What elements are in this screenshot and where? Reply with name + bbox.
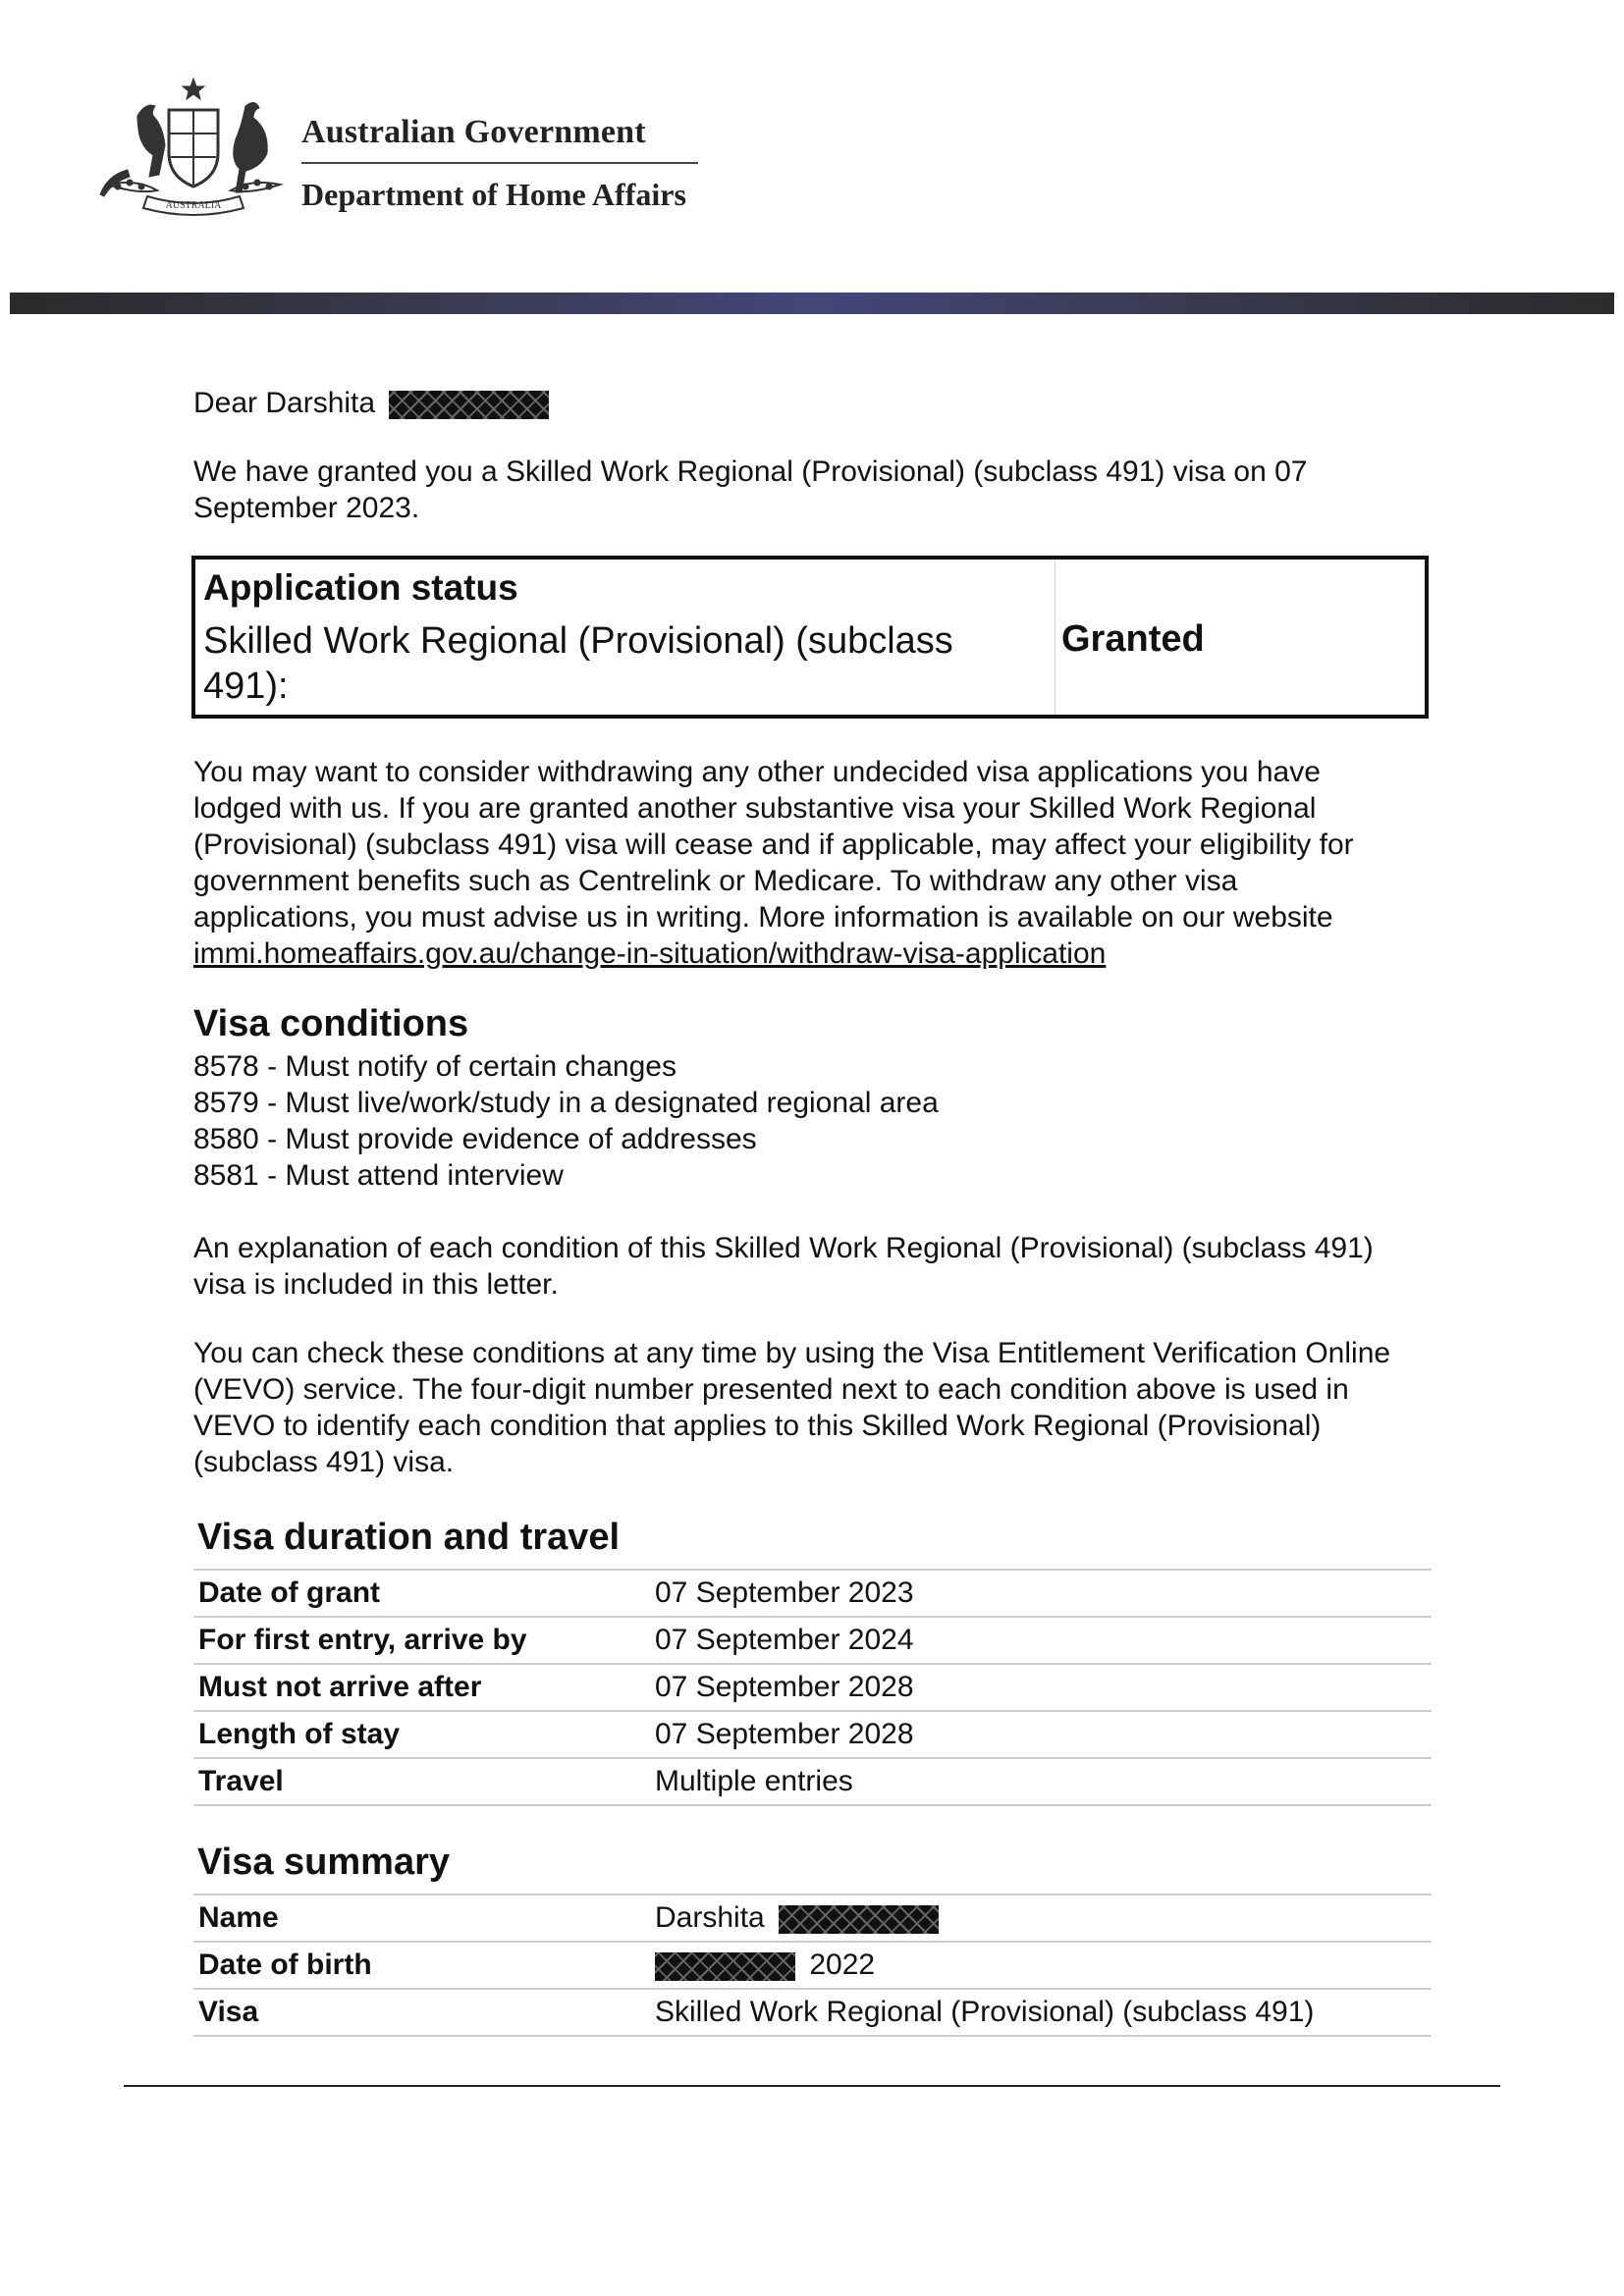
row-label: Name	[193, 1895, 650, 1942]
row-label: Travel	[193, 1758, 650, 1805]
row-label: Length of stay	[193, 1711, 650, 1758]
status-title: Application status	[203, 567, 518, 608]
vevo-paragraph: You can check these conditions at any time by using the Visa Entitlement Verification Online (VEVO) service. The four-digit number presented next to each condition above is used in VEVO to identify each condition that applies to this Skilled Work Regional (Provisional) (subclass 491) visa.	[193, 1337, 1391, 1478]
row-value: 2022	[650, 1942, 1432, 1989]
row-value: Multiple entries	[650, 1758, 1432, 1805]
row-label: Visa	[193, 1989, 650, 2036]
table-row	[193, 1711, 1432, 1758]
row-value: 07 September 2024	[650, 1617, 1432, 1664]
letterhead	[0, 0, 1624, 294]
row-label: Date of grant	[193, 1570, 650, 1617]
status-value: Granted	[1061, 618, 1205, 660]
table-row	[193, 1617, 1432, 1664]
row-label: For first entry, arrive by	[193, 1617, 650, 1664]
status-column-divider	[1055, 560, 1056, 715]
redacted-surname	[779, 1905, 939, 1934]
visa-summary-table	[193, 1894, 1432, 2037]
table-row	[193, 1895, 1432, 1942]
row-value: 07 September 2028	[650, 1664, 1432, 1711]
table-row	[193, 1664, 1432, 1711]
letterhead-divider	[301, 162, 698, 164]
duration-travel-heading: Visa duration and travel	[197, 1517, 621, 1558]
table-row	[193, 1758, 1432, 1805]
withdraw-paragraph: You may want to consider withdrawing any other undecided visa applications you have lodged with us. If you are granted another substantive visa your Skilled Work Regional (Provisional) (subclass 491) visa will cease and if applicable, may affect your eligibility for government benefits such as Centrelink or Medicare. To withdraw any other visa applications, you must advise us in writing. More information is available on our website immi.homeaffairs.gov.au/change-in-situation/withdraw-visa-application	[193, 756, 1354, 970]
visa-summary-heading: Visa summary	[197, 1842, 451, 1883]
status-visa-name: Skilled Work Regional (Provisional) (subclass 491):	[203, 620, 953, 707]
duration-travel-table	[193, 1569, 1432, 1806]
row-label: Must not arrive after	[193, 1664, 650, 1711]
row-label: Date of birth	[193, 1942, 650, 1989]
visa-conditions-heading: Visa conditions	[193, 1003, 469, 1044]
svg-text:AUSTRALIA: AUSTRALIA	[165, 200, 222, 211]
header-banner	[10, 293, 1614, 314]
coat-of-arms-icon	[98, 77, 290, 222]
redacted-surname	[389, 391, 549, 419]
department-name: Department of Home Affairs	[301, 177, 686, 212]
row-value: Darshita	[650, 1895, 1432, 1942]
row-value: Skilled Work Regional (Provisional) (subclass 491)	[650, 1989, 1432, 2036]
visa-conditions-list	[193, 1048, 939, 1194]
condition-item: 8578 - Must notify of certain changes	[193, 1050, 677, 1083]
table-row	[193, 1989, 1432, 2036]
condition-item: 8579 - Must live/work/study in a designated regional area	[193, 1087, 939, 1119]
condition-explanation: An explanation of each condition of this Skilled Work Regional (Provisional) (subclass 491) visa is included in this letter.	[193, 1232, 1374, 1301]
government-name: Australian Government	[301, 114, 646, 150]
row-value: 07 September 2023	[650, 1570, 1432, 1617]
condition-item: 8580 - Must provide evidence of addresses	[193, 1123, 757, 1155]
table-row	[193, 1942, 1432, 1989]
condition-item: 8581 - Must attend interview	[193, 1159, 564, 1192]
row-value: 07 September 2028	[650, 1711, 1432, 1758]
table-row	[193, 1570, 1432, 1617]
footer-divider	[124, 2085, 1500, 2087]
salutation: Dear Darshita	[193, 385, 549, 421]
withdraw-link[interactable]: immi.homeaffairs.gov.au/change-in-situation/withdraw-visa-application	[193, 937, 1107, 970]
grant-intro: We have granted you a Skilled Work Regional (Provisional) (subclass 491) visa on 07 September 2023.	[193, 455, 1308, 524]
redacted-birth-date	[655, 1952, 795, 1981]
application-status-box	[191, 556, 1429, 719]
